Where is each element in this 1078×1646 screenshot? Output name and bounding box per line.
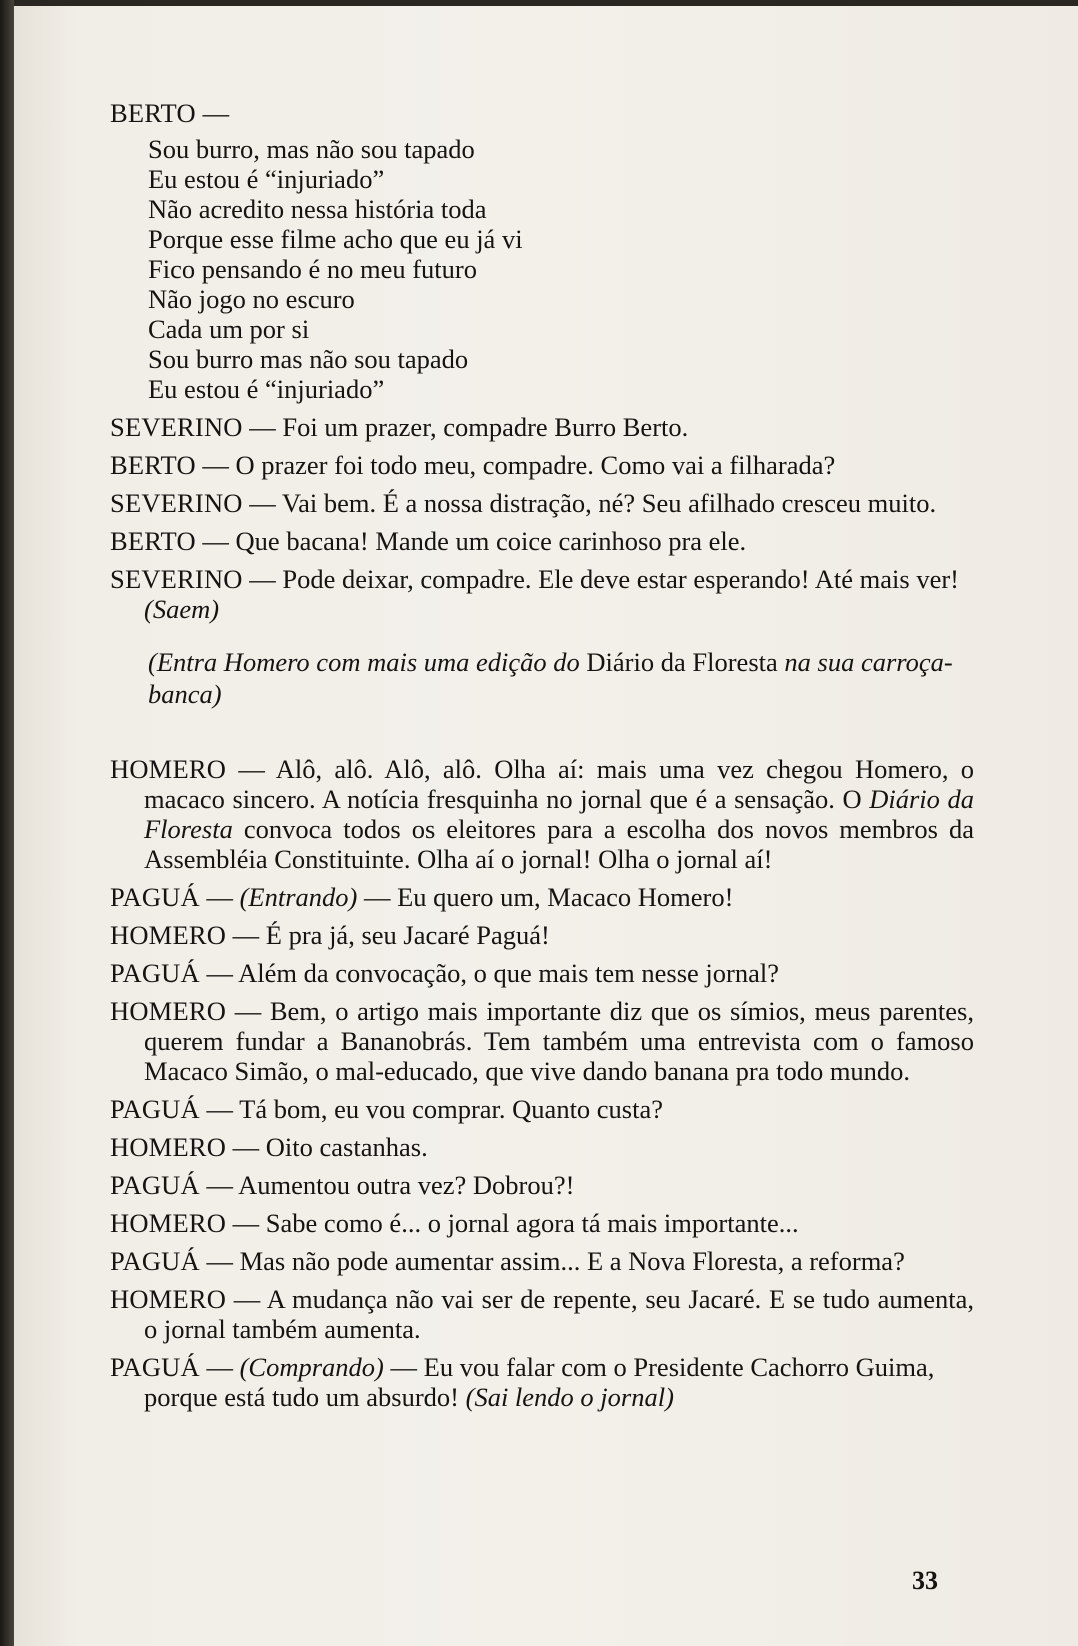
- stage-note: (Entrando): [239, 882, 358, 912]
- dialogue-text: Tá bom, eu vou comprar. Quanto custa?: [239, 1094, 664, 1124]
- verse-line: Sou burro, mas não sou tapado: [148, 134, 475, 164]
- dialogue-text: Foi um prazer, compadre Burro Berto.: [282, 412, 689, 442]
- speaker-name: BERTO: [110, 450, 196, 480]
- page-content: [110, 94, 974, 1420]
- dialogue-entry: HOMERO — A mudança não vai ser de repente, seu Jacaré. E se tudo aumenta, o jornal também aumenta.: [110, 1284, 974, 1344]
- dialogue-entry: PAGUÁ — Além da convocação, o que mais tem nesse jornal?: [110, 958, 779, 988]
- dialogue-text: Além da convocação, o que mais tem nesse jornal?: [238, 958, 779, 988]
- speaker-name: HOMERO: [110, 1208, 227, 1238]
- newspaper-title: Diário da Floresta: [144, 784, 974, 844]
- newspaper-title: Diário da Floresta: [586, 647, 778, 677]
- dialogue-text: convoca todos os eleitores para a escolha dos novos membros da Assembléia Constituinte. Olha aí o jornal! Olha o jornal aí!: [144, 814, 974, 874]
- dialogue-text: Pode deixar, compadre. Ele deve estar esperando! Até mais ver!: [282, 564, 959, 594]
- homero-speech: HOMERO — Alô, alô. Alô, alô. Olha aí: mais uma vez chegou Homero, o macaco sincero. A notícia fresquinha no jornal que é a sensação. O Diário da Floresta convoca todos os eleitores para a escolha dos novos membros da Assembléia Constituinte. Olha aí o jornal! Olha o jornal aí!: [110, 754, 974, 874]
- stage-note: (Comprando): [239, 1352, 384, 1382]
- dialogue-text: Oito castanhas.: [265, 1132, 428, 1162]
- dialogue-text: A mudança não vai ser de repente, seu Jacaré. E se tudo aumenta, o jornal também aumenta.: [144, 1284, 974, 1344]
- dialogue-text: Eu vou falar com o Presidente Cachorro Guima, porque está tudo um absurdo!: [144, 1352, 935, 1412]
- dialogue-text: Alô, alô. Alô, alô. Olha aí: mais uma vez chegou Homero, o macaco sincero. A notícia fresquinha no jornal que é a sensação. O: [144, 754, 974, 814]
- dialogue-entry: BERTO — Que bacana! Mande um coice carinhoso pra ele.: [110, 526, 747, 556]
- dialogue-entry: BERTO — O prazer foi todo meu, compadre. Como vai a filharada?: [110, 450, 836, 480]
- stage-note: (Saem): [144, 594, 220, 624]
- stage-note: (Sai lendo o jornal): [465, 1382, 674, 1412]
- dialogue-text: O prazer foi todo meu, compadre. Como vai a filharada?: [235, 450, 836, 480]
- dialogue-entry: PAGUÁ — (Comprando) — Eu vou falar com o Presidente Cachorro Guima, porque está tudo um absurdo! (Sai lendo o jornal): [110, 1352, 935, 1412]
- stage-direction: [110, 646, 974, 710]
- dialogue-entry: PAGUÁ — Mas não pode aumentar assim... E a Nova Floresta, a reforma?: [110, 1246, 905, 1276]
- dialogue-text: Vai bem. É a nossa distração, né? Seu afilhado cresceu muito.: [281, 488, 937, 518]
- dialogue-text: Bem, o artigo mais importante diz que os símios, meus parentes, querem fundar a Bananobrás. Tem também uma entrevista com o famoso Macaco Simão, o mal-educado, que vive dando banana pra todo mundo.: [144, 996, 974, 1086]
- speaker-name: HOMERO: [110, 754, 227, 784]
- dialogue-entry: HOMERO — Sabe como é... o jornal agora tá mais importante...: [110, 1208, 799, 1238]
- dialogue-text: Eu quero um, Macaco Homero!: [397, 882, 734, 912]
- speaker-name: PAGUÁ: [110, 1170, 200, 1200]
- speaker-name: HOMERO: [110, 920, 227, 950]
- speaker-name: PAGUÁ: [110, 958, 200, 988]
- speaker-name: SEVERINO: [110, 412, 243, 442]
- speaker-name: BERTO: [110, 526, 196, 556]
- stage-direction-text: (Entra Homero com mais uma edição do: [148, 647, 587, 677]
- speaker-name: PAGUÁ: [110, 1352, 200, 1382]
- verse-line: Porque esse filme acho que eu já vi: [148, 224, 523, 254]
- speaker-name: PAGUÁ: [110, 1246, 200, 1276]
- dialogue-entry: PAGUÁ — Aumentou outra vez? Dobrou?!: [110, 1170, 575, 1200]
- verse-line: Não jogo no escuro: [148, 284, 355, 314]
- speaker-name: HOMERO: [110, 996, 227, 1026]
- dialogue-text: Aumentou outra vez? Dobrou?!: [238, 1170, 575, 1200]
- dialogue-entry: HOMERO — Bem, o artigo mais importante diz que os símios, meus parentes, querem fundar a Bananobrás. Tem também uma entrevista com o famoso Macaco Simão, o mal-educado, que vive dando banana pra todo mundo.: [110, 996, 974, 1086]
- book-spine-shadow: [0, 0, 14, 1646]
- dialogue-text: Que bacana! Mande um coice carinhoso pra ele.: [235, 526, 747, 556]
- dialogue-entry: PAGUÁ — Tá bom, eu vou comprar. Quanto custa?: [110, 1094, 664, 1124]
- verse-line: Cada um por si: [148, 314, 310, 344]
- dialogue-entry: PAGUÁ — (Entrando) — Eu quero um, Macaco Homero!: [110, 882, 734, 912]
- speaker-name: HOMERO: [110, 1132, 227, 1162]
- dialogue-entry: SEVERINO — Vai bem. É a nossa distração, né? Seu afilhado cresceu muito.: [110, 488, 937, 518]
- book-page: [14, 6, 1078, 1646]
- dialogue-text: Mas não pode aumentar assim... E a Nova Floresta, a reforma?: [239, 1246, 905, 1276]
- speaker-name: PAGUÁ: [110, 882, 200, 912]
- dialogue-pagua-homero: [110, 882, 974, 1412]
- dialogue-entry: SEVERINO — Pode deixar, compadre. Ele deve estar esperando! Até mais ver! (Saem): [110, 564, 959, 624]
- dialogue-text: Sabe como é... o jornal agora tá mais importante...: [265, 1208, 799, 1238]
- verse-line: Eu estou é “injuriado”: [148, 164, 385, 194]
- dialogue-entry: SEVERINO — Foi um prazer, compadre Burro Berto.: [110, 412, 689, 442]
- berto-song: [110, 98, 974, 404]
- speaker-name: HOMERO: [110, 1284, 227, 1314]
- page-number: 33: [912, 1566, 938, 1595]
- verse-line: Fico pensando é no meu futuro: [148, 254, 477, 284]
- song-speaker: BERTO —: [110, 98, 230, 128]
- stage-direction-text: na sua carroça-banca): [148, 647, 953, 709]
- dialogue-entry: HOMERO — Oito castanhas.: [110, 1132, 428, 1162]
- dialogue-text: É pra já, seu Jacaré Paguá!: [265, 920, 550, 950]
- speaker-name: PAGUÁ: [110, 1094, 200, 1124]
- speaker-name: SEVERINO: [110, 488, 243, 518]
- dialogue-entry: HOMERO — É pra já, seu Jacaré Paguá!: [110, 920, 550, 950]
- speaker-name: SEVERINO: [110, 564, 243, 594]
- verse-line: Sou burro mas não sou tapado: [148, 344, 469, 374]
- dialogue-severino-berto: [110, 412, 974, 624]
- verse-line: Não acredito nessa história toda: [148, 194, 487, 224]
- verse-line: Eu estou é “injuriado”: [148, 374, 385, 404]
